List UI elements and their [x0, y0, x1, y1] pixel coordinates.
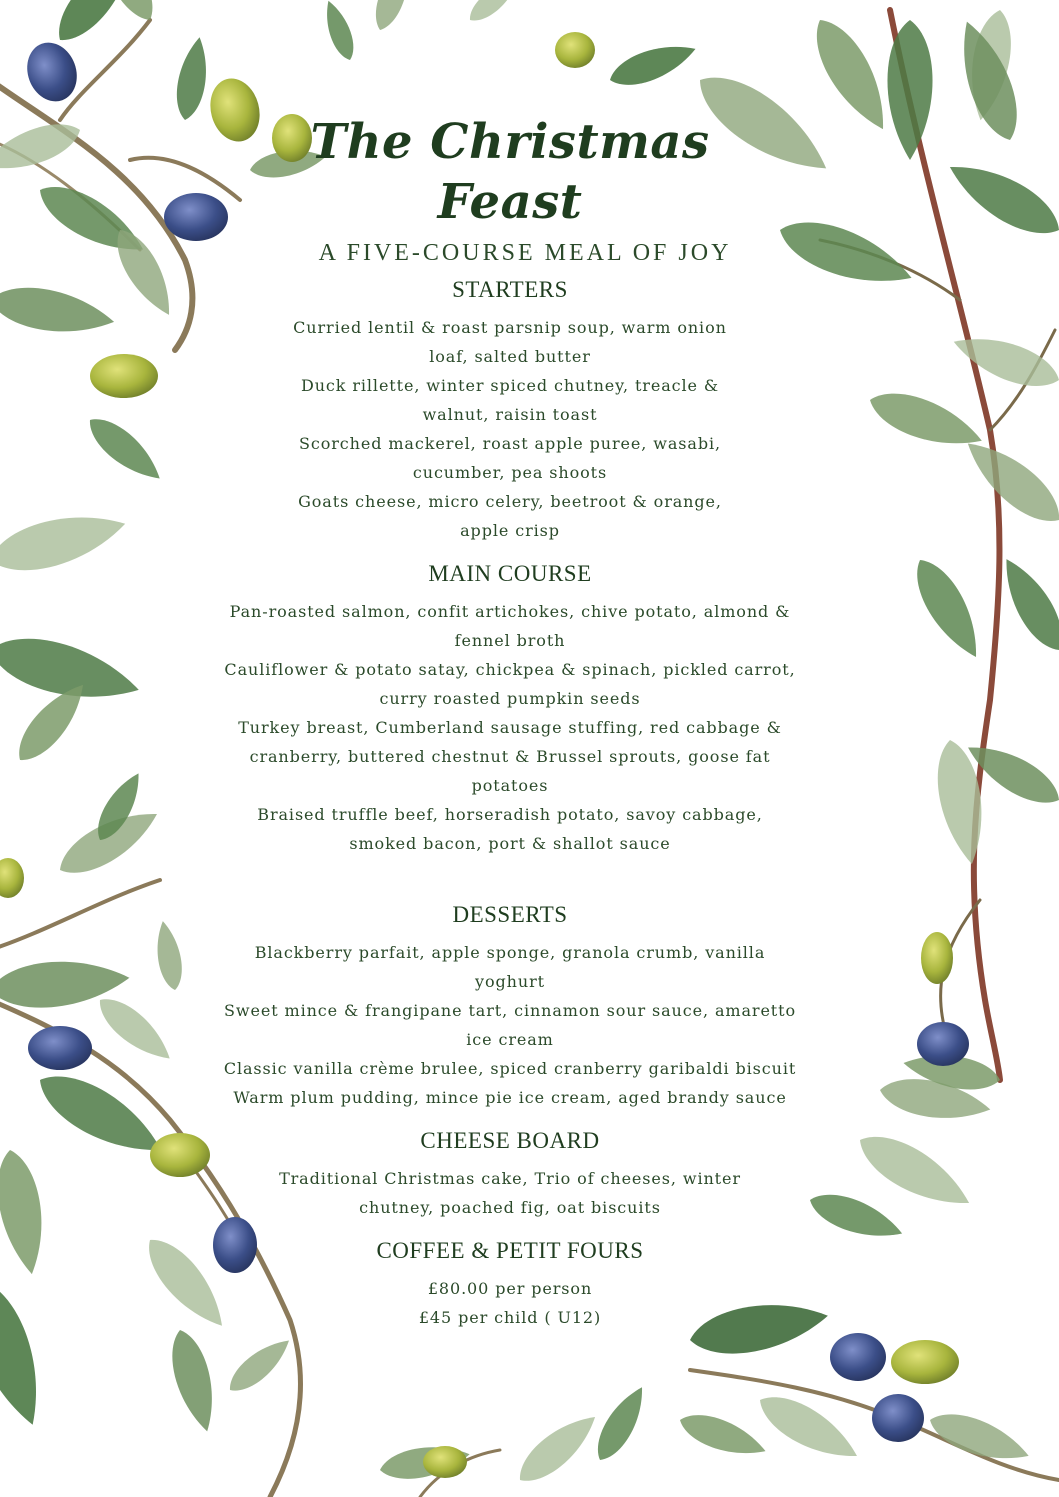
menu-item: Blackberry parfait, apple sponge, granola crumb, vanilla — [254, 943, 766, 962]
menu-item: smoked bacon, port & shallot sauce — [349, 834, 671, 853]
menu-item: curry roasted pumpkin seeds — [379, 689, 641, 708]
menu-item: Warm plum pudding, mince pie ice cream, aged brandy sauce — [233, 1088, 787, 1107]
menu-subtitle: A FIVE-COURSE MEAL OF JOY — [318, 240, 732, 266]
menu-item: Traditional Christmas cake, Trio of cheeses, winter — [279, 1169, 741, 1188]
title-line-1: The Christmas — [310, 114, 710, 170]
menu-item: Scorched mackerel, roast apple puree, wasabi, — [299, 434, 721, 453]
menu-item: chutney, poached fig, oat biscuits — [359, 1198, 661, 1217]
menu-item: Sweet mince & frangipane tart, cinnamon sour sauce, amaretto — [224, 1001, 796, 1020]
section-starters — [190, 277, 830, 545]
starters-heading: STARTERS — [452, 277, 568, 302]
section-cheese-board — [190, 1128, 830, 1222]
section-main-course — [190, 561, 830, 858]
section-coffee — [190, 1238, 830, 1332]
menu-item: Classic vanilla crème brulee, spiced cranberry garibaldi biscuit — [223, 1059, 797, 1078]
menu-item: Braised truffle beef, horseradish potato, savoy cabbage, — [257, 805, 763, 824]
cheese-board-heading: CHEESE BOARD — [420, 1128, 600, 1153]
main-course-heading: MAIN COURSE — [428, 561, 592, 586]
menu-item: potatoes — [471, 776, 549, 795]
menu-item: yoghurt — [475, 972, 545, 991]
menu-item: ice cream — [466, 1030, 554, 1049]
menu-item: Duck rillette, winter spiced chutney, treacle & — [300, 376, 720, 395]
menu-item: cranberry, buttered chestnut & Brussel sprouts, goose fat — [249, 747, 771, 766]
menu-item: Goats cheese, micro celery, beetroot & orange, — [298, 492, 722, 511]
menu-item: Curried lentil & roast parsnip soup, warm onion — [293, 318, 727, 337]
section-desserts — [190, 902, 830, 1112]
coffee-heading: COFFEE & PETIT FOURS — [376, 1238, 644, 1263]
menu-content — [190, 112, 830, 1332]
menu-item: Turkey breast, Cumberland sausage stuffing, red cabbage & — [238, 718, 782, 737]
menu-item: cucumber, pea shoots — [412, 463, 608, 482]
menu-item: Pan-roasted salmon, confit artichokes, chive potato, almond & — [229, 602, 791, 621]
menu-item: fennel broth — [454, 631, 566, 650]
price-child: £45 per child ( U12) — [418, 1308, 602, 1327]
menu-item: Cauliflower & potato satay, chickpea & spinach, pickled carrot, — [224, 660, 796, 679]
title-line-2: Feast — [437, 174, 583, 230]
menu-item: apple crisp — [460, 521, 560, 540]
price-adult: £80.00 per person — [427, 1279, 593, 1298]
menu-item: walnut, raisin toast — [422, 405, 598, 424]
desserts-heading: DESSERTS — [452, 902, 568, 927]
menu-item: loaf, salted butter — [429, 347, 591, 366]
menu-title — [190, 112, 830, 232]
